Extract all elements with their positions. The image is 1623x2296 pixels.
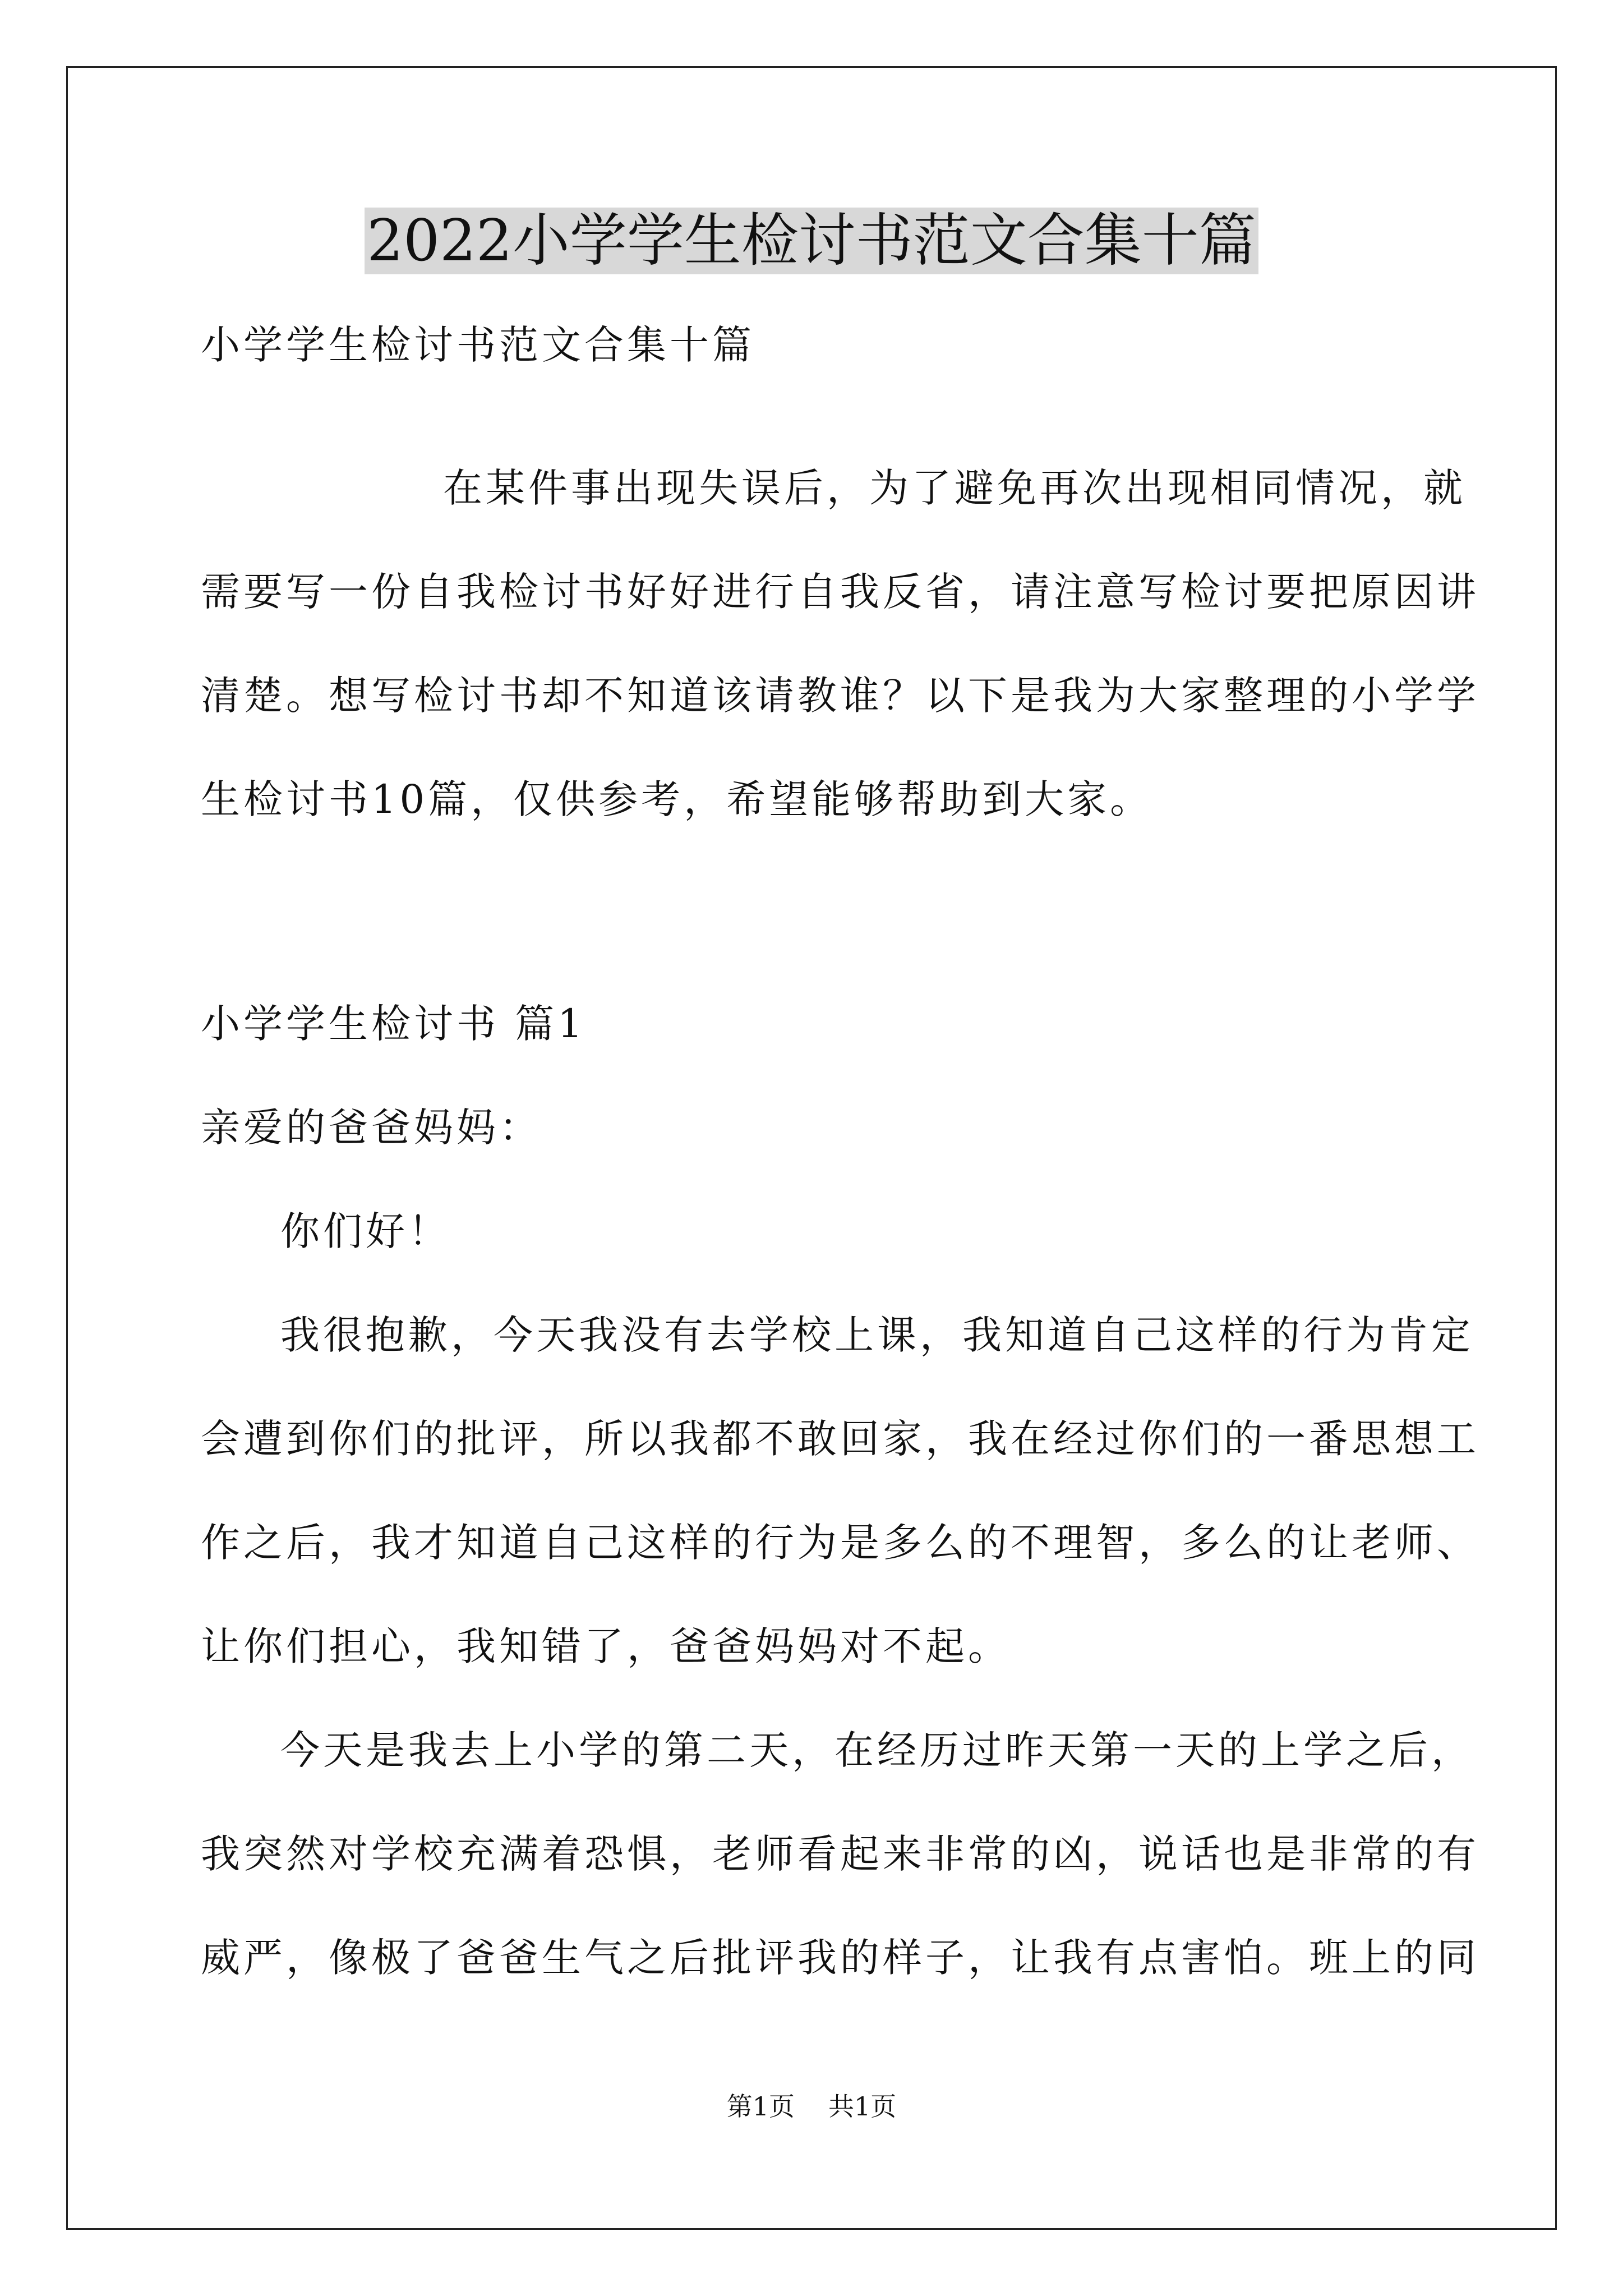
page-number-current: 第1页 xyxy=(726,2091,795,2122)
page-footer xyxy=(0,2090,1623,2123)
page-number-total: 共1页 xyxy=(828,2091,897,2122)
intro-line: 在某件事出现失误后，为了避免再次出现相同情况，就 xyxy=(443,465,1466,511)
document-title xyxy=(0,205,1623,278)
document-title-text: 2022小学学生检讨书范文合集十篇 xyxy=(365,208,1258,274)
body-line: 会遭到你们的批评，所以我都不敢回家，我在经过你们的一番思想工 xyxy=(201,1416,1479,1462)
body-line: 威严，像极了爸爸生气之后批评我的样子，让我有点害怕。班上的同 xyxy=(201,1935,1479,1981)
intro-line: 清楚。想写检讨书却不知道该请教谁？以下是我为大家整理的小学学 xyxy=(201,673,1479,719)
intro-line: 生检讨书10篇，仅供参考，希望能够帮助到大家。 xyxy=(201,776,1153,822)
salutation: 亲爱的爸爸妈妈： xyxy=(201,1105,542,1151)
body-line: 作之后，我才知道自己这样的行为是多么的不理智，多么的让老师、 xyxy=(201,1520,1479,1566)
subtitle: 小学学生检讨书范文合集十篇 xyxy=(201,322,755,368)
body-line: 我很抱歉，今天我没有去学校上课，我知道自己这样的行为肯定 xyxy=(280,1312,1474,1358)
body-line: 让你们担心，我知错了，爸爸妈妈对不起。 xyxy=(201,1623,1011,1669)
body-line: 今天是我去上小学的第二天，在经历过昨天第一天的上学之后， xyxy=(280,1727,1474,1773)
greeting: 你们好！ xyxy=(280,1208,451,1254)
section-heading: 小学学生检讨书 篇1 xyxy=(201,1001,586,1047)
intro-line: 需要写一份自我检讨书好好进行自我反省，请注意写检讨要把原因讲 xyxy=(201,569,1479,615)
body-line: 我突然对学校充满着恐惧，老师看起来非常的凶，说话也是非常的有 xyxy=(201,1831,1479,1877)
